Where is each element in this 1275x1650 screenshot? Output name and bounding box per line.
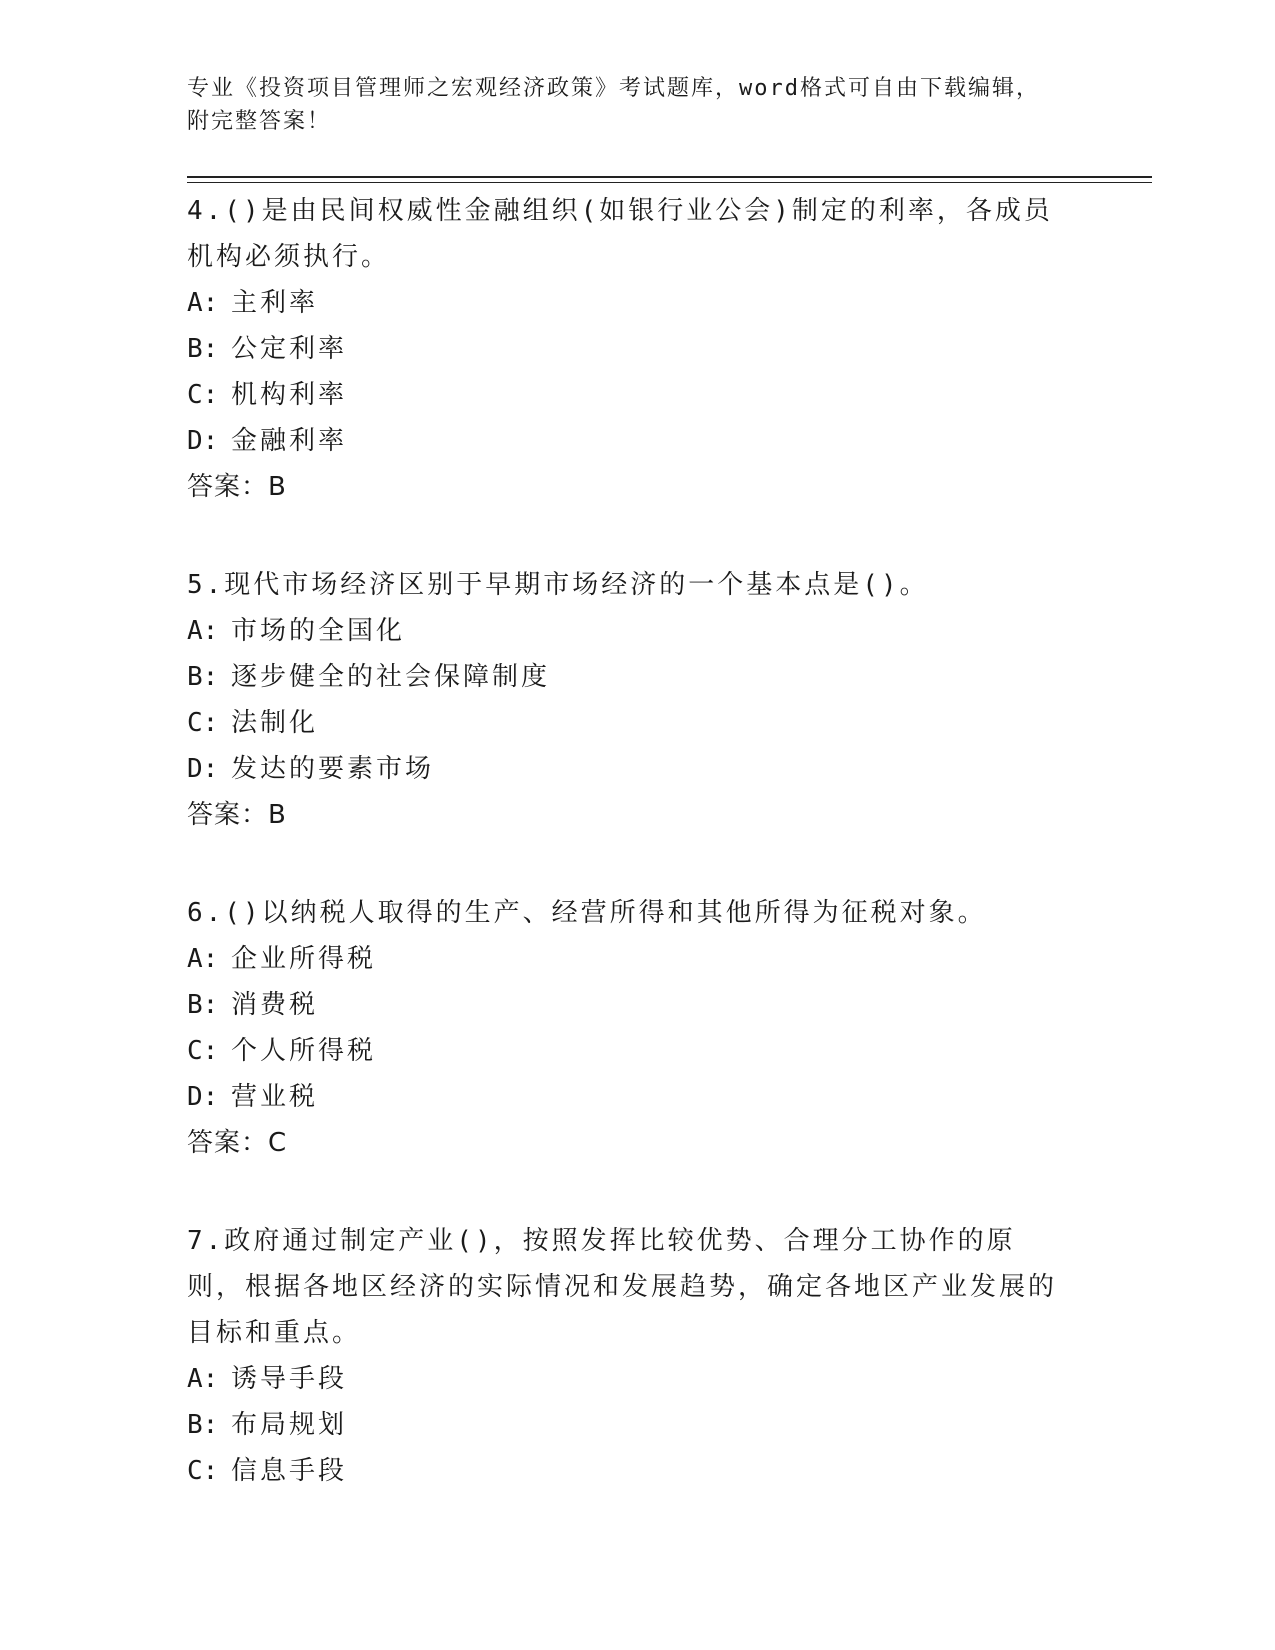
option-letter: B:	[187, 990, 219, 1020]
option-text: 逐步健全的社会保障制度	[231, 662, 551, 692]
option-c	[187, 1448, 1067, 1494]
option-a	[187, 280, 1067, 326]
option-letter: A:	[187, 616, 219, 646]
option-letter: C:	[187, 1456, 219, 1486]
question-spacer	[187, 1166, 1067, 1218]
option-b	[187, 1402, 1067, 1448]
question-5	[187, 562, 1067, 838]
option-c	[187, 372, 1067, 418]
question-6	[187, 890, 1067, 1166]
option-d	[187, 746, 1067, 792]
option-text: 信息手段	[231, 1456, 348, 1486]
header-divider-thin	[187, 182, 1152, 183]
option-text: 主利率	[231, 288, 319, 318]
option-a	[187, 1356, 1067, 1402]
header-divider-thick	[187, 176, 1152, 178]
option-text: 公定利率	[231, 334, 348, 364]
option-text: 营业税	[231, 1082, 319, 1112]
option-text: 发达的要素市场	[231, 754, 435, 784]
option-text: 机构利率	[231, 380, 348, 410]
option-text: 诱导手段	[231, 1364, 348, 1394]
option-letter: B:	[187, 334, 219, 364]
question-stem: 5.现代市场经济区别于早期市场经济的一个基本点是()。	[187, 570, 929, 600]
option-letter: D:	[187, 754, 219, 784]
option-letter: D:	[187, 1082, 219, 1112]
option-a	[187, 936, 1067, 982]
option-letter: A:	[187, 944, 219, 974]
question-7	[187, 1218, 1067, 1494]
question-stem: 7.政府通过制定产业()，按照发挥比较优势、合理分工协作的原则，根据各地区经济的实际情况和发展趋势，确定各地区产业发展的目标和重点。	[187, 1226, 1058, 1348]
header-line-1: 专业《投资项目管理师之宏观经济政策》考试题库，word格式可自由下载编辑，	[187, 76, 1040, 101]
option-text: 布局规划	[231, 1410, 348, 1440]
option-d	[187, 418, 1067, 464]
option-text: 法制化	[231, 708, 319, 738]
option-b	[187, 654, 1067, 700]
option-letter: B:	[187, 662, 219, 692]
option-letter: D:	[187, 426, 219, 456]
header-line-2: 附完整答案！	[187, 109, 332, 134]
question-stem: 6.()以纳税人取得的生产、经营所得和其他所得为征税对象。	[187, 898, 987, 928]
answer-label: 答案：C	[187, 1128, 288, 1158]
option-text: 企业所得税	[231, 944, 377, 974]
document-header	[187, 72, 1067, 138]
option-letter: A:	[187, 1364, 219, 1394]
option-text: 消费税	[231, 990, 319, 1020]
option-d	[187, 1074, 1067, 1120]
question-spacer	[187, 510, 1067, 562]
question-stem: 4.()是由民间权威性金融组织(如银行业公会)制定的利率，各成员机构必须执行。	[187, 196, 1053, 272]
question-4	[187, 188, 1067, 510]
question-spacer	[187, 838, 1067, 890]
option-a	[187, 608, 1067, 654]
option-letter: C:	[187, 708, 219, 738]
option-text: 个人所得税	[231, 1036, 377, 1066]
option-text: 金融利率	[231, 426, 348, 456]
option-text: 市场的全国化	[231, 616, 406, 646]
option-c	[187, 1028, 1067, 1074]
option-c	[187, 700, 1067, 746]
option-b	[187, 982, 1067, 1028]
option-letter: B:	[187, 1410, 219, 1440]
option-letter: C:	[187, 380, 219, 410]
answer-label: 答案：B	[187, 472, 287, 502]
option-b	[187, 326, 1067, 372]
answer-label: 答案：B	[187, 800, 287, 830]
question-list	[187, 188, 1067, 1494]
option-letter: C:	[187, 1036, 219, 1066]
option-letter: A:	[187, 288, 219, 318]
